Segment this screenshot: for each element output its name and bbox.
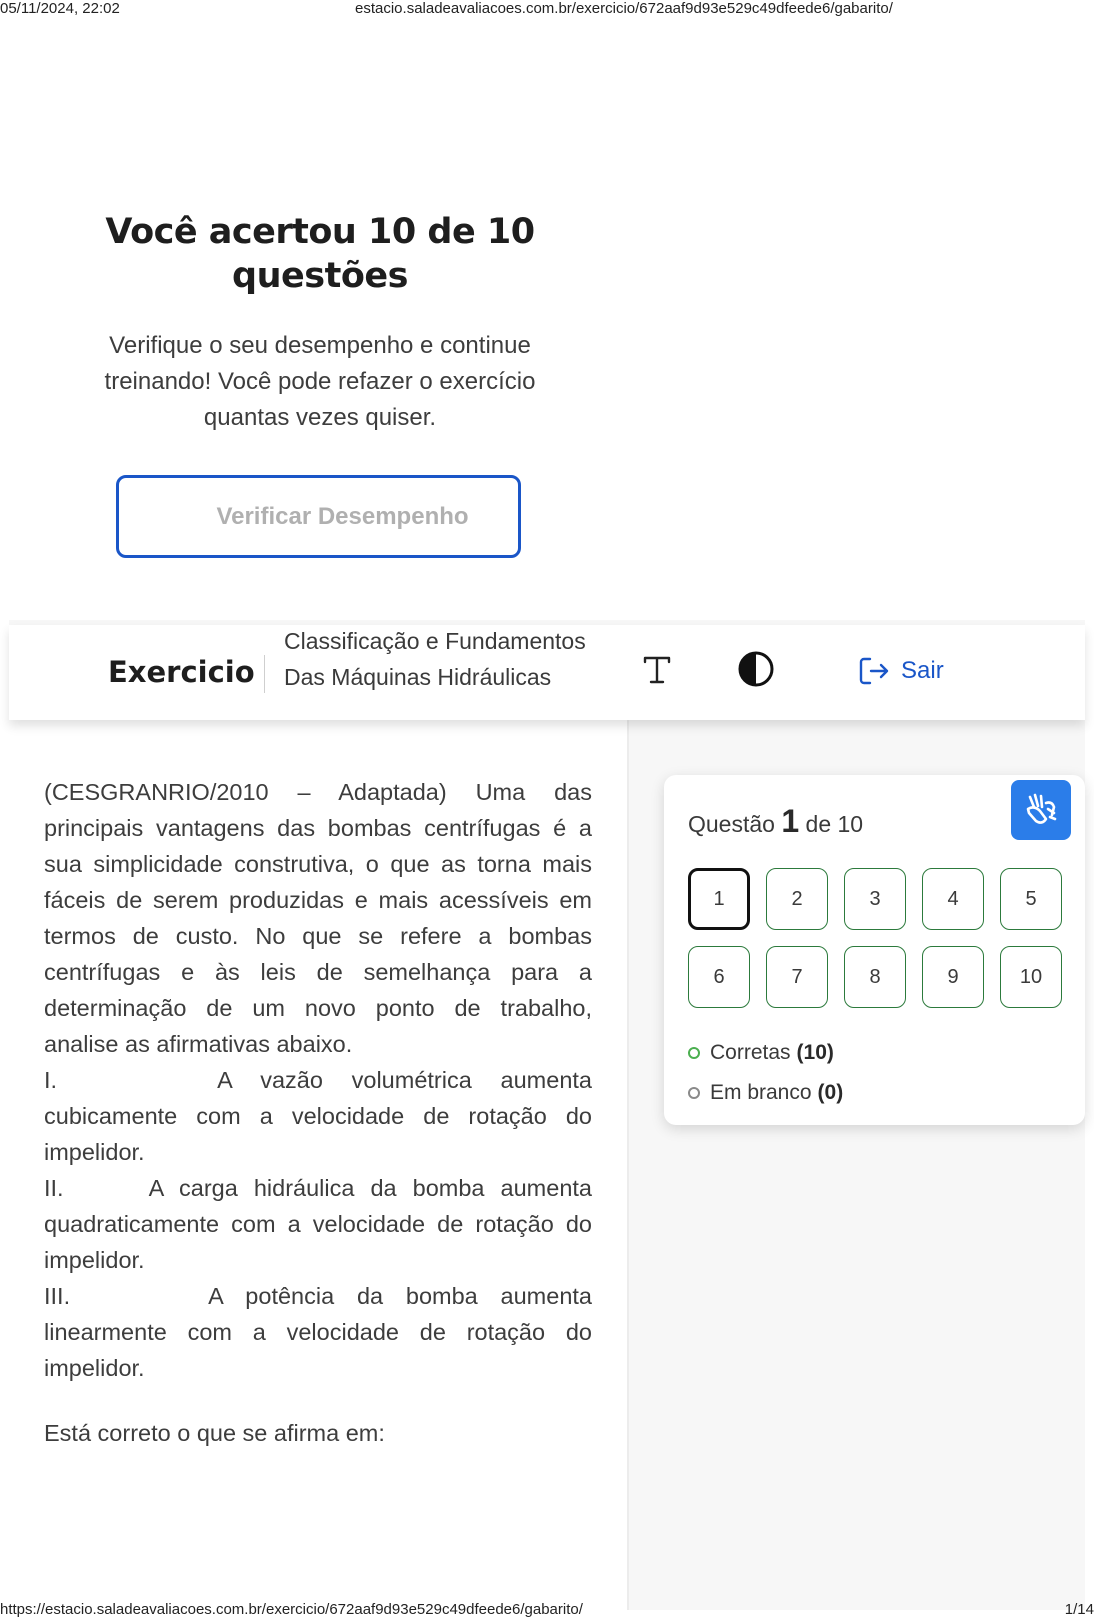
result-message: Verifique o seu desempenho e continue treinando! Você pode refazer o exercício quantas vezes quiser.: [104, 332, 536, 431]
text-size-icon[interactable]: [637, 649, 677, 689]
statement-3-text: A potência da bomba aumenta linearmente com a velocidade de rotação do impelidor.: [44, 1283, 592, 1381]
exit-label: Sair: [901, 657, 944, 684]
statement-item-3: [44, 1278, 592, 1386]
correct-dot-icon: [688, 1047, 700, 1059]
question-button-6[interactable]: 6: [688, 946, 750, 1008]
statement-1-label: I.: [44, 1067, 58, 1093]
legend-correct: [688, 1033, 843, 1073]
question-button-9[interactable]: 9: [922, 946, 984, 1008]
statement-2-text: A carga hidráulica da bomba aumenta quadraticamente com a velocidade de rotação do impelidor.: [44, 1175, 592, 1273]
exit-button[interactable]: [857, 651, 944, 691]
question-button-7[interactable]: 7: [766, 946, 828, 1008]
question-button-8[interactable]: 8: [844, 946, 906, 1008]
question-number-grid: [688, 868, 1062, 1008]
question-intro: (CESGRANRIO/2010 – Adaptada) Uma das principais vantagens das bombas centrífugas é a sua simplicidade construtiva, o que as torna mais fáceis de serem produzidas e mais acessíveis em termos de custo. No que se refere a bombas centrífugas e às leis de semelhança para a determinação de um novo ponto de trabalho, analise as afirmativas abaixo.: [44, 779, 592, 1057]
question-statement: [44, 774, 592, 1386]
legend-blank-label: Em branco: [710, 1081, 812, 1104]
contrast-icon[interactable]: [736, 649, 776, 689]
navigator-title-suffix: de 10: [805, 811, 864, 837]
statement-3-label: III.: [44, 1283, 71, 1309]
statement-2-label: II.: [44, 1175, 64, 1201]
result-title: Você acertou 10 de 10 questões: [105, 212, 535, 296]
question-button-10[interactable]: 10: [1000, 946, 1062, 1008]
question-button-3[interactable]: 3: [844, 868, 906, 930]
question-button-5[interactable]: 5: [1000, 868, 1062, 930]
course-title: Classificação e Fundamentos Das Máquinas Hidráulicas: [284, 628, 586, 690]
navigator-title: [688, 803, 863, 840]
question-button-2[interactable]: 2: [766, 868, 828, 930]
legend-correct-label: Corretas: [710, 1041, 791, 1064]
navigator-current-number: 1: [781, 803, 800, 839]
blank-dot-icon: [688, 1087, 700, 1099]
print-header-url: estacio.saladeavaliacoes.com.br/exercicio/672aaf9d93e529c49dfeede6/gabarito/: [355, 0, 893, 17]
print-footer: [0, 1601, 1094, 1619]
legend-correct-count: (10): [796, 1041, 834, 1064]
sign-language-icon[interactable]: [1011, 780, 1071, 840]
toolbar-brand: Exercicio: [108, 655, 255, 689]
question-button-4[interactable]: 4: [922, 868, 984, 930]
print-page-number: 1/14: [1064, 1601, 1094, 1618]
exercise-toolbar: [9, 625, 1085, 720]
statement-item-2: [44, 1170, 592, 1278]
question-button-1[interactable]: 1: [688, 868, 750, 930]
result-section: [60, 210, 580, 436]
print-footer-url: https://estacio.saladeavaliacoes.com.br/exercicio/672aaf9d93e529c49dfeede6/gabarito/: [0, 1601, 583, 1618]
print-datetime: 05/11/2024, 22:02: [0, 0, 120, 17]
question-prompt: Está correto o que se afirma em:: [44, 1420, 385, 1446]
question-navigator: [664, 775, 1085, 1125]
legend-blank-count: (0): [817, 1081, 844, 1104]
navigator-title-prefix: Questão: [688, 811, 775, 837]
statement-1-text: A vazão volumétrica aumenta cubicamente com a velocidade de rotação do impelidor.: [44, 1067, 592, 1165]
toolbar-divider: [264, 655, 265, 693]
print-header: [0, 0, 1094, 18]
verify-performance-button[interactable]: Verificar Desempenho: [116, 475, 521, 558]
legend-blank: [688, 1073, 843, 1113]
logout-icon: [857, 654, 891, 688]
navigator-legend: [688, 1033, 843, 1113]
statement-item-1: [44, 1062, 592, 1170]
